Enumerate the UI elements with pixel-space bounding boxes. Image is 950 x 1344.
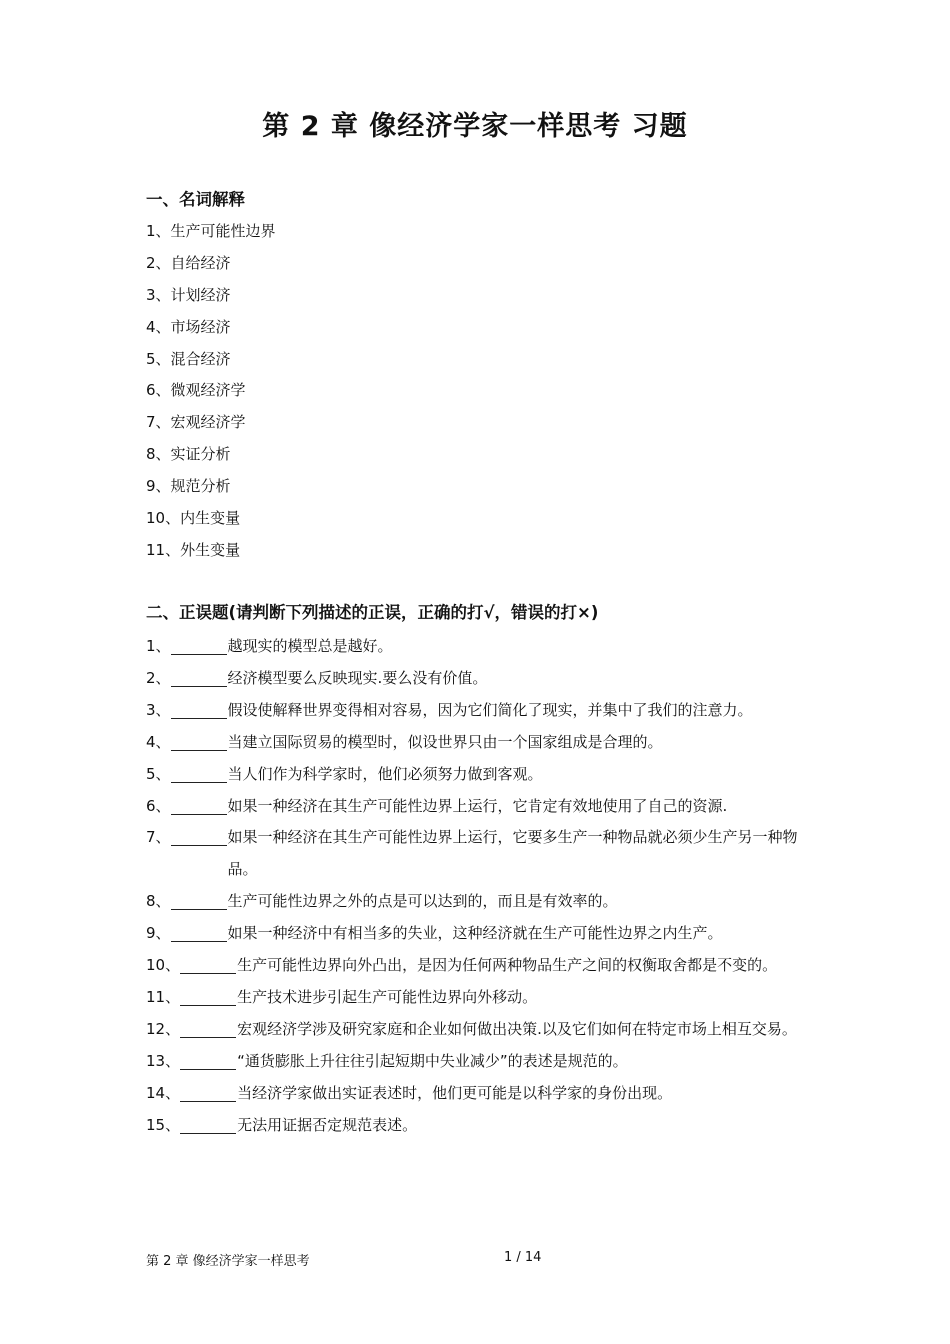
question-number: 2、 (146, 668, 171, 687)
question-number: 5、 (146, 764, 171, 783)
question-text: 生产可能性边界之外的点是可以达到的，而且是有效率的。 (227, 892, 618, 911)
answer-blank (171, 733, 227, 751)
question-text: 假设使解释世界变得相对容易，因为它们简化了现实，并集中了我们的注意力。 (227, 700, 753, 719)
footer-chapter: 第 2 章 像经济学家一样思考 (146, 1254, 310, 1269)
question-number: 7、 (146, 828, 171, 847)
question-text: 无法用证据否定规范表述。 (237, 1115, 418, 1134)
question-item (146, 918, 816, 950)
question-item (146, 663, 816, 695)
question-number: 13、 (146, 1051, 181, 1070)
answer-blank (171, 828, 227, 846)
question-item (146, 1110, 816, 1142)
list-item: 9、规范分析 (146, 477, 231, 496)
question-item (146, 727, 816, 759)
question-item (146, 1014, 816, 1046)
answer-blank (171, 892, 227, 910)
list-item: 2、自给经济 (146, 253, 231, 272)
list-item: 10、内生变量 (146, 509, 241, 528)
answer-blank (180, 1084, 236, 1102)
question-text: 生产技术进步引起生产可能性边界向外移动。 (237, 987, 538, 1006)
answer-blank (171, 669, 227, 687)
list-item: 8、实证分析 (146, 445, 231, 464)
answer-blank (171, 701, 227, 719)
question-text: 当人们作为科学家时，他们必须努力做到客观。 (227, 764, 543, 783)
question-item (146, 791, 816, 823)
question-item (146, 950, 816, 982)
question-item (146, 886, 816, 918)
answer-blank (171, 637, 227, 655)
question-text: 生产可能性边界向外凸出，是因为任何两种物品生产之间的权衡取舍都是不变的。 (237, 956, 778, 975)
true-false-list (146, 631, 816, 1142)
question-item (146, 631, 816, 663)
question-item (146, 982, 816, 1014)
answer-blank (180, 1052, 236, 1070)
list-item: 1、生产可能性边界 (146, 222, 276, 240)
question-text: 当经济学家做出实证表述时，他们更可能是以科学家的身份出现。 (237, 1083, 673, 1102)
question-text: 当建立国际贸易的模型时，似设世界只由一个国家组成是合理的。 (227, 732, 663, 751)
question-text: 如果一种经济在其生产可能性边界上运行，它肯定有效地使用了自己的资源. (227, 796, 728, 815)
question-number: 15、 (146, 1115, 181, 1134)
question-number: 6、 (146, 796, 171, 815)
list-item: 11、外生变量 (146, 540, 241, 559)
question-item (146, 695, 816, 727)
answer-blank (180, 988, 236, 1006)
answer-blank (180, 1116, 236, 1134)
answer-blank (180, 1020, 236, 1038)
question-text: 越现实的模型总是越好。 (227, 637, 393, 655)
question-number: 14、 (146, 1083, 181, 1102)
answer-blank (180, 956, 236, 974)
question-text: 宏观经济学涉及研究家庭和企业如何做出决策.以及它们如何在特定市场上相互交易。 (237, 1019, 797, 1038)
question-text: 经济模型要么反映现实.要么没有价值。 (227, 668, 488, 687)
question-text: “通货膨胀上升往往引起短期中失业减少”的表述是规范的。 (237, 1051, 628, 1070)
answer-blank (171, 765, 227, 783)
list-item: 6、微观经济学 (146, 381, 246, 400)
question-number: 11、 (146, 987, 181, 1006)
question-item (146, 1078, 816, 1110)
question-number: 8、 (146, 892, 171, 911)
question-item (146, 822, 816, 886)
list-item: 7、宏观经济学 (146, 413, 246, 432)
section-heading-terms: 一、名词解释 (146, 190, 245, 209)
question-number: 12、 (146, 1019, 181, 1038)
question-number: 10、 (146, 956, 181, 975)
footer-page-number: 1 / 14 (504, 1250, 542, 1265)
term-list (146, 218, 276, 569)
list-item: 3、计划经济 (146, 285, 231, 304)
question-number: 4、 (146, 732, 171, 751)
question-number: 3、 (146, 700, 171, 719)
page-title: 第 2 章 像经济学家一样思考 习题 (262, 111, 688, 142)
question-item (146, 759, 816, 791)
question-text: 如果一种经济中有相当多的失业，这种经济就在生产可能性边界之内生产。 (227, 924, 723, 943)
list-item: 5、混合经济 (146, 349, 231, 368)
question-number: 1、 (146, 637, 171, 655)
question-item (146, 1046, 816, 1078)
section-heading-true-false: 二、正误题(请判断下列描述的正误，正确的打√，错误的打×) (146, 603, 599, 622)
answer-blank (171, 797, 227, 815)
question-text: 如果一种经济在其生产可能性边界上运行，它要多生产一种物品就必须少生产另一种物品。 (227, 828, 798, 879)
list-item: 4、市场经济 (146, 317, 231, 336)
answer-blank (171, 924, 227, 942)
question-number: 9、 (146, 924, 171, 943)
